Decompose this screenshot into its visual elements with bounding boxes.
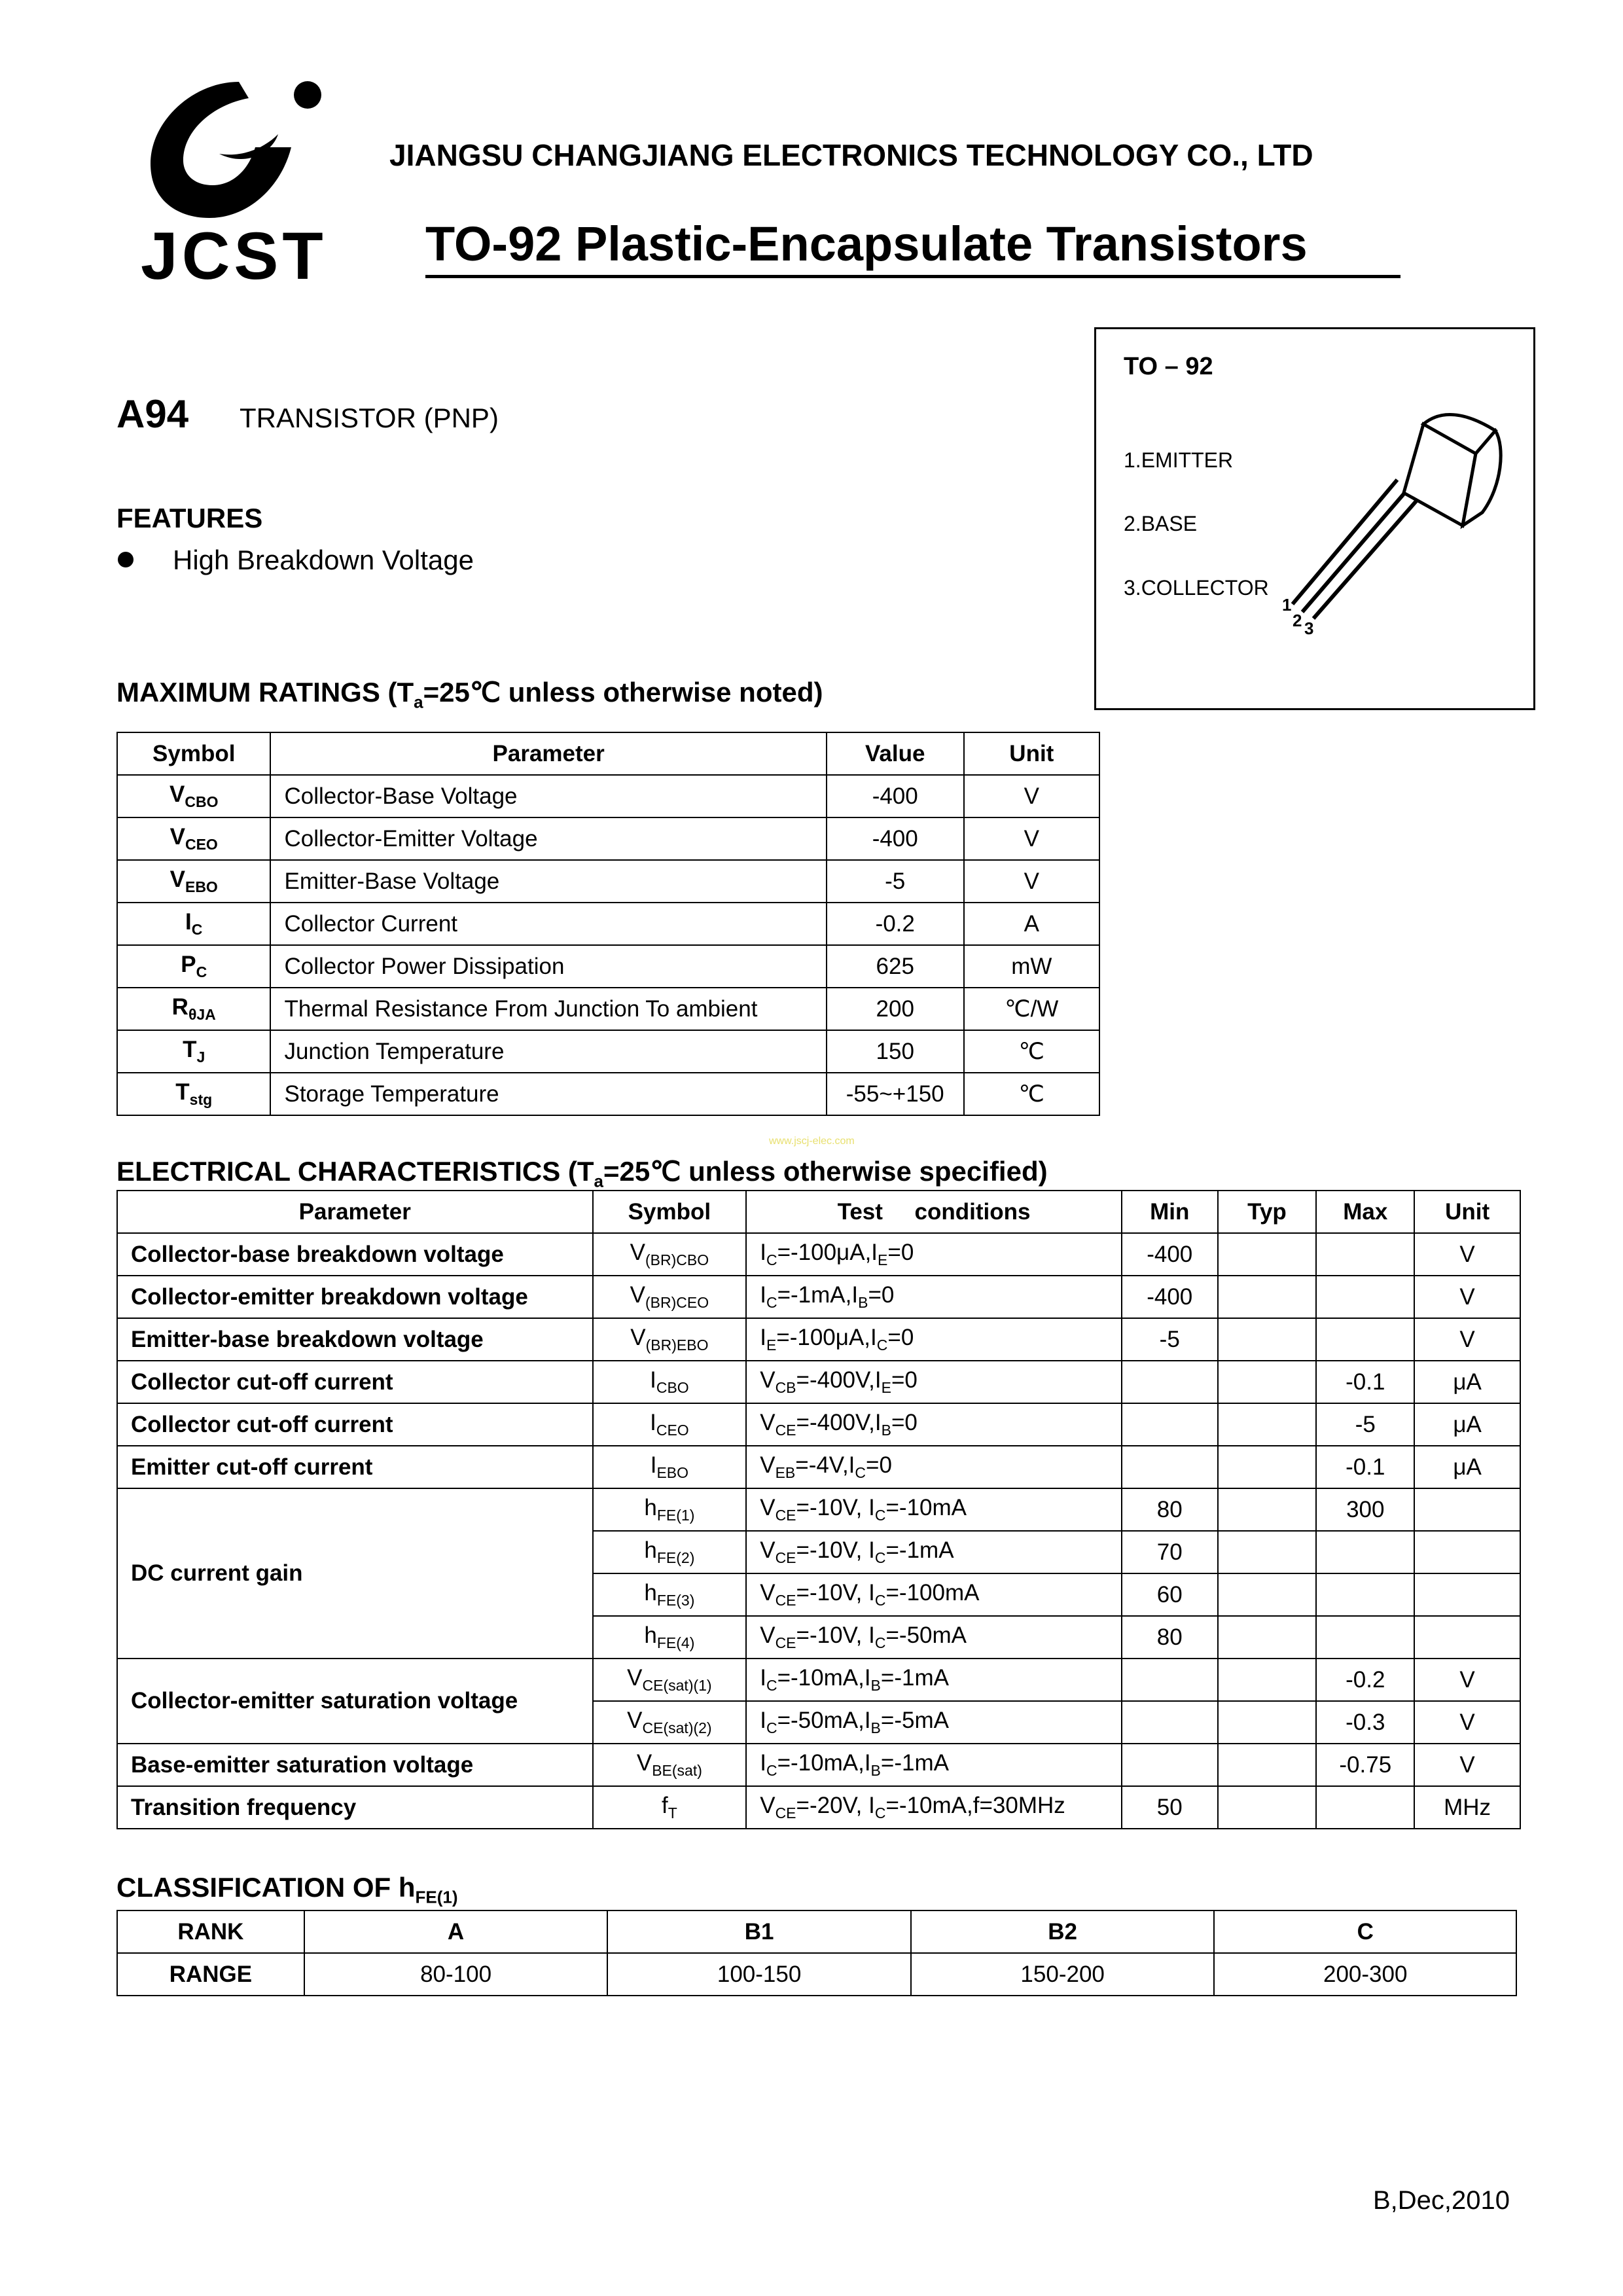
max-cell [1316,1531,1414,1573]
unit-cell: V [1414,1701,1520,1744]
parameter-cell: DC current gain [117,1488,593,1659]
max-cell [1316,1318,1414,1361]
symbol-cell: $V_{(BR)CEO}$ [593,1276,747,1318]
symbol-cell: $V_{CBO}$ [117,775,270,817]
unit-cell: μA [1414,1446,1520,1488]
pin-number-2: 2 [1293,611,1302,630]
typ-cell [1218,1573,1317,1616]
test-condition-cell: $V_{CB}=-400V,I_E=0$ [746,1361,1122,1403]
col-header-parameter: Parameter [117,1191,593,1233]
parameter-cell: Emitter cut-off current [117,1446,593,1488]
parameter-cell: Base-emitter saturation voltage [117,1744,593,1786]
parameter-cell: Collector Current [270,903,826,945]
col-header-unit: Unit [1414,1191,1520,1233]
min-cell: -400 [1122,1276,1218,1318]
min-cell [1122,1446,1218,1488]
parameter-cell: Thermal Resistance From Junction To ambient [270,988,826,1030]
table-row [117,1659,1520,1701]
range-cell: 80-100 [304,1953,608,1996]
part-description: TRANSISTOR (PNP) [240,403,499,433]
title-underline [425,275,1400,278]
pin-label-collector: 3.COLLECTOR [1124,576,1269,600]
value-cell: 200 [827,988,964,1030]
symbol-cell: $V_{(BR)CBO}$ [593,1233,747,1276]
min-cell [1122,1403,1218,1446]
parameter-cell: Junction Temperature [270,1030,826,1073]
test-condition-cell: $V_{CE}=-400V,I_B=0$ [746,1403,1122,1446]
min-cell [1122,1701,1218,1744]
test-condition-cell: $I_C=-100\mu A,I_E=0$ [746,1233,1122,1276]
pin-label-emitter: 1.EMITTER [1124,448,1234,472]
parameter-cell: Collector-base breakdown voltage [117,1233,593,1276]
features-heading: FEATURES [116,503,263,533]
electrical-characteristics-table [116,1190,1521,1829]
symbol-cell: $T_J$ [117,1030,270,1073]
symbol-cell: $V_{CE(sat)(1)}$ [593,1659,747,1701]
typ-cell [1218,1318,1317,1361]
table-row [117,1446,1520,1488]
unit-cell [1414,1531,1520,1573]
table-row [117,988,1099,1030]
value-cell: 150 [827,1030,964,1073]
max-cell: -0.1 [1316,1361,1414,1403]
test-condition-cell: $V_{CE}=-10V$, $I_C=-10mA$ [746,1488,1122,1531]
test-condition-cell: $V_{CE}=-10V$, $I_C=-50mA$ [746,1616,1122,1659]
symbol-cell: $V_{BE(sat)}$ [593,1744,747,1786]
unit-cell: A [964,903,1099,945]
max-cell [1316,1573,1414,1616]
max-cell [1316,1616,1414,1659]
unit-cell: μA [1414,1403,1520,1446]
range-cell: 100-150 [607,1953,911,1996]
max-ratings-heading: MAXIMUM RATINGS ($T_a=25℃$ unless otherwise noted) [116,677,823,712]
unit-cell: ℃ [964,1073,1099,1115]
unit-cell: V [964,817,1099,860]
unit-cell: mW [964,945,1099,988]
package-box [1094,327,1535,710]
symbol-cell: $V_{CE(sat)(2)}$ [593,1701,747,1744]
symbol-cell: $h_{FE(4)}$ [593,1616,747,1659]
test-condition-cell: $I_C=-50mA,I_B=-5mA$ [746,1701,1122,1744]
parameter-cell: Collector-Base Voltage [270,775,826,817]
unit-cell: V [964,860,1099,903]
typ-cell [1218,1701,1317,1744]
min-cell: 50 [1122,1786,1218,1829]
test-condition-cell: $V_{CE}=-10V$, $I_C=-100mA$ [746,1573,1122,1616]
max-cell [1316,1276,1414,1318]
table-row [117,1276,1520,1318]
table-row [117,1233,1520,1276]
max-cell: 300 [1316,1488,1414,1531]
range-cell: 150-200 [911,1953,1215,1996]
pin-number-1: 1 [1282,595,1292,615]
rank-cell: A [304,1910,608,1953]
parameter-cell: Collector-Emitter Voltage [270,817,826,860]
rank-cell: C [1214,1910,1516,1953]
symbol-cell: $I_{EBO}$ [593,1446,747,1488]
symbol-cell: $T_{stg}$ [117,1073,270,1115]
parameter-cell: Collector cut-off current [117,1403,593,1446]
unit-cell: ℃/W [964,988,1099,1030]
symbol-cell: $V_{EBO}$ [117,860,270,903]
value-cell: -400 [827,775,964,817]
test-condition-cell: $I_E=-100\mu A,I_C=0$ [746,1318,1122,1361]
pin-label-base: 2.BASE [1124,512,1198,535]
logo-text: JCST [141,219,327,293]
parameter-cell: Collector cut-off current [117,1361,593,1403]
classification-heading: CLASSIFICATION OF $h_{FE(1)}$ [116,1872,458,1907]
range-row [117,1953,1516,1996]
value-cell: -55~+150 [827,1073,964,1115]
revision-date: B,Dec,2010 [1373,2186,1510,2215]
rank-cell: B2 [911,1910,1215,1953]
electrical-heading: ELECTRICAL CHARACTERISTICS ($T_a=25℃$ unless otherwise specified) [116,1156,1048,1191]
rank-label: RANK [117,1910,304,1953]
typ-cell [1218,1403,1317,1446]
logo-mark-icon [141,69,330,226]
test-condition-cell: $V_{CE}=-20V$, $I_C=-10mA,f=30MHz$ [746,1786,1122,1829]
col-header-max: Max [1316,1191,1414,1233]
col-header-unit: Unit [964,732,1099,775]
min-cell: 70 [1122,1531,1218,1573]
range-label: RANGE [117,1953,304,1996]
symbol-cell: $I_C$ [117,903,270,945]
max-ratings-table [116,732,1100,1116]
unit-cell: ℃ [964,1030,1099,1073]
parameter-cell: Emitter-Base Voltage [270,860,826,903]
symbol-cell: $R_{\theta JA}$ [117,988,270,1030]
table-row [117,1318,1520,1361]
max-cell: -0.2 [1316,1659,1414,1701]
table-row [117,1361,1520,1403]
unit-cell: μA [1414,1361,1520,1403]
page-title: TO-92 Plastic-Encapsulate Transistors [425,217,1308,271]
max-cell [1316,1786,1414,1829]
col-header-min: Min [1122,1191,1218,1233]
typ-cell [1218,1531,1317,1573]
package-title: TO – 92 [1124,353,1213,380]
symbol-cell: $h_{FE(2)}$ [593,1531,747,1573]
max-cell: -5 [1316,1403,1414,1446]
min-cell: 80 [1122,1616,1218,1659]
table-row [117,1403,1520,1446]
typ-cell [1218,1616,1317,1659]
col-header-typ: Typ [1218,1191,1317,1233]
rank-cell: B1 [607,1910,911,1953]
unit-cell [1414,1616,1520,1659]
test-condition-cell: $I_C=-10mA,I_B=-1mA$ [746,1744,1122,1786]
typ-cell [1218,1361,1317,1403]
table-row [117,1073,1099,1115]
table-header-row [117,732,1099,775]
range-cell: 200-300 [1214,1953,1516,1996]
unit-cell: V [1414,1318,1520,1361]
symbol-cell: $f_T$ [593,1786,747,1829]
min-cell: -5 [1122,1318,1218,1361]
symbol-cell: $h_{FE(3)}$ [593,1573,747,1616]
symbol-cell: $V_{CEO}$ [117,817,270,860]
watermark: www.jscj-elec.com [769,1136,855,1147]
max-cell: -0.3 [1316,1701,1414,1744]
typ-cell [1218,1276,1317,1318]
unit-cell [1414,1488,1520,1531]
unit-cell: V [1414,1659,1520,1701]
table-row [117,903,1099,945]
unit-cell: V [1414,1744,1520,1786]
typ-cell [1218,1659,1317,1701]
value-cell: -5 [827,860,964,903]
col-header-parameter: Parameter [270,732,826,775]
table-row [117,1488,1520,1531]
test-condition-cell: $I_C=-10mA,I_B=-1mA$ [746,1659,1122,1701]
bullet-icon [118,552,134,567]
typ-cell [1218,1786,1317,1829]
rank-row [117,1910,1516,1953]
min-cell [1122,1744,1218,1786]
table-row [117,1786,1520,1829]
table-row [117,817,1099,860]
value-cell: -400 [827,817,964,860]
typ-cell [1218,1488,1317,1531]
table-row [117,1030,1099,1073]
part-number: A94 [116,392,189,436]
company-name: JIANGSU CHANGJIANG ELECTRONICS TECHNOLOGY CO., LTD [389,138,1313,172]
max-cell: -0.1 [1316,1446,1414,1488]
max-cell: -0.75 [1316,1744,1414,1786]
symbol-cell: $V_{(BR)EBO}$ [593,1318,747,1361]
min-cell [1122,1659,1218,1701]
symbol-cell: $I_{CEO}$ [593,1403,747,1446]
col-header-symbol: Symbol [593,1191,747,1233]
unit-cell: V [1414,1276,1520,1318]
table-header-row [117,1191,1520,1233]
table-row [117,860,1099,903]
test-condition-cell: $I_C=-1mA,I_B=0$ [746,1276,1122,1318]
symbol-cell: $h_{FE(1)}$ [593,1488,747,1531]
test-condition-cell: $V_{EB}=-4V,I_C=0$ [746,1446,1122,1488]
col-header-symbol: Symbol [117,732,270,775]
max-cell [1316,1233,1414,1276]
value-cell: -0.2 [827,903,964,945]
min-cell: -400 [1122,1233,1218,1276]
classification-table [116,1910,1517,1996]
parameter-cell: Emitter-base breakdown voltage [117,1318,593,1361]
parameter-cell: Collector-emitter breakdown voltage [117,1276,593,1318]
table-row [117,945,1099,988]
col-header-value: Value [827,732,964,775]
pin-number-3: 3 [1304,619,1314,637]
table-row [117,1744,1520,1786]
symbol-cell: $I_{CBO}$ [593,1361,747,1403]
col-header-test-conditions: Test conditions [746,1191,1122,1233]
unit-cell: V [964,775,1099,817]
parameter-cell: Storage Temperature [270,1073,826,1115]
test-condition-cell: $V_{CE}=-10V$, $I_C=-1mA$ [746,1531,1122,1573]
value-cell: 625 [827,945,964,988]
unit-cell: V [1414,1233,1520,1276]
unit-cell [1414,1573,1520,1616]
unit-cell: MHz [1414,1786,1520,1829]
typ-cell [1218,1744,1317,1786]
typ-cell [1218,1446,1317,1488]
symbol-cell: $P_C$ [117,945,270,988]
min-cell [1122,1361,1218,1403]
parameter-cell: Transition frequency [117,1786,593,1829]
parameter-cell: Collector Power Dissipation [270,945,826,988]
feature-item: High Breakdown Voltage [173,545,474,575]
min-cell: 60 [1122,1573,1218,1616]
parameter-cell: Collector-emitter saturation voltage [117,1659,593,1744]
table-row [117,775,1099,817]
to92-package-icon [1273,388,1528,637]
typ-cell [1218,1233,1317,1276]
min-cell: 80 [1122,1488,1218,1531]
